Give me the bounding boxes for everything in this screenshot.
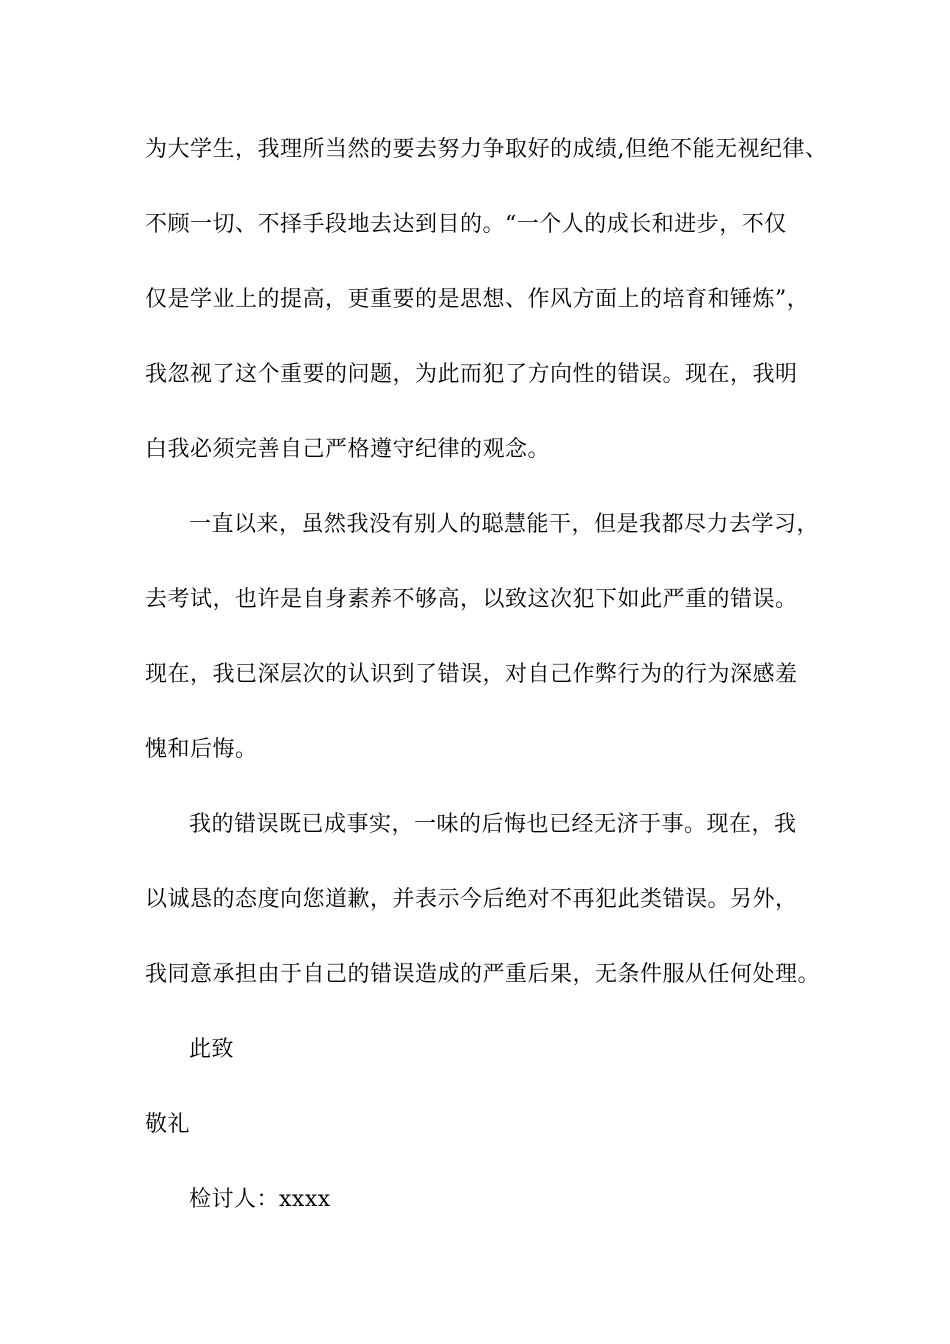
paragraph-line: 为大学生，我理所当然的要去努力争取好的成绩,但绝不能无视纪律、 (145, 137, 828, 162)
paragraph-line: 我同意承担由于自己的错误造成的严重后果，无条件服从任何处理。 (145, 962, 821, 987)
paragraph-line: 仅是学业上的提高，更重要的是思想、作风方面上的培育和锤炼”， (145, 287, 810, 312)
paragraph-line: 白我必须完善自己严格遵守纪律的观念。 (145, 437, 551, 462)
signature-line: 检讨人：xxxx (189, 1187, 331, 1212)
paragraph-line: 去考试，也许是自身素养不够高，以致这次犯下如此严重的错误。 (145, 587, 798, 612)
paragraph-line: 以诚恳的态度向您道歉，并表示今后绝对不再犯此类错误。另外， (145, 887, 798, 912)
paragraph-line: 一直以来，虽然我没有别人的聪慧能干，但是我都尽力去学习， (189, 512, 820, 537)
paragraph-line: 我的错误既已成事实，一味的后悔也已经无济于事。现在，我 (189, 812, 797, 837)
paragraph-line: 不顾一切、不择手段地去达到目的。“一个人的成长和进步，不仅 (145, 212, 787, 237)
paragraph-line: 愧和后悔。 (145, 737, 258, 762)
closing-line: 此致 (189, 1037, 235, 1062)
paragraph-line: 我忽视了这个重要的问题，为此而犯了方向性的错误。现在，我明 (145, 362, 798, 387)
paragraph-line: 现在，我已深层次的认识到了错误，对自己作弊行为的行为深感羞 (145, 662, 798, 687)
salutation-line: 敬礼 (145, 1112, 191, 1137)
